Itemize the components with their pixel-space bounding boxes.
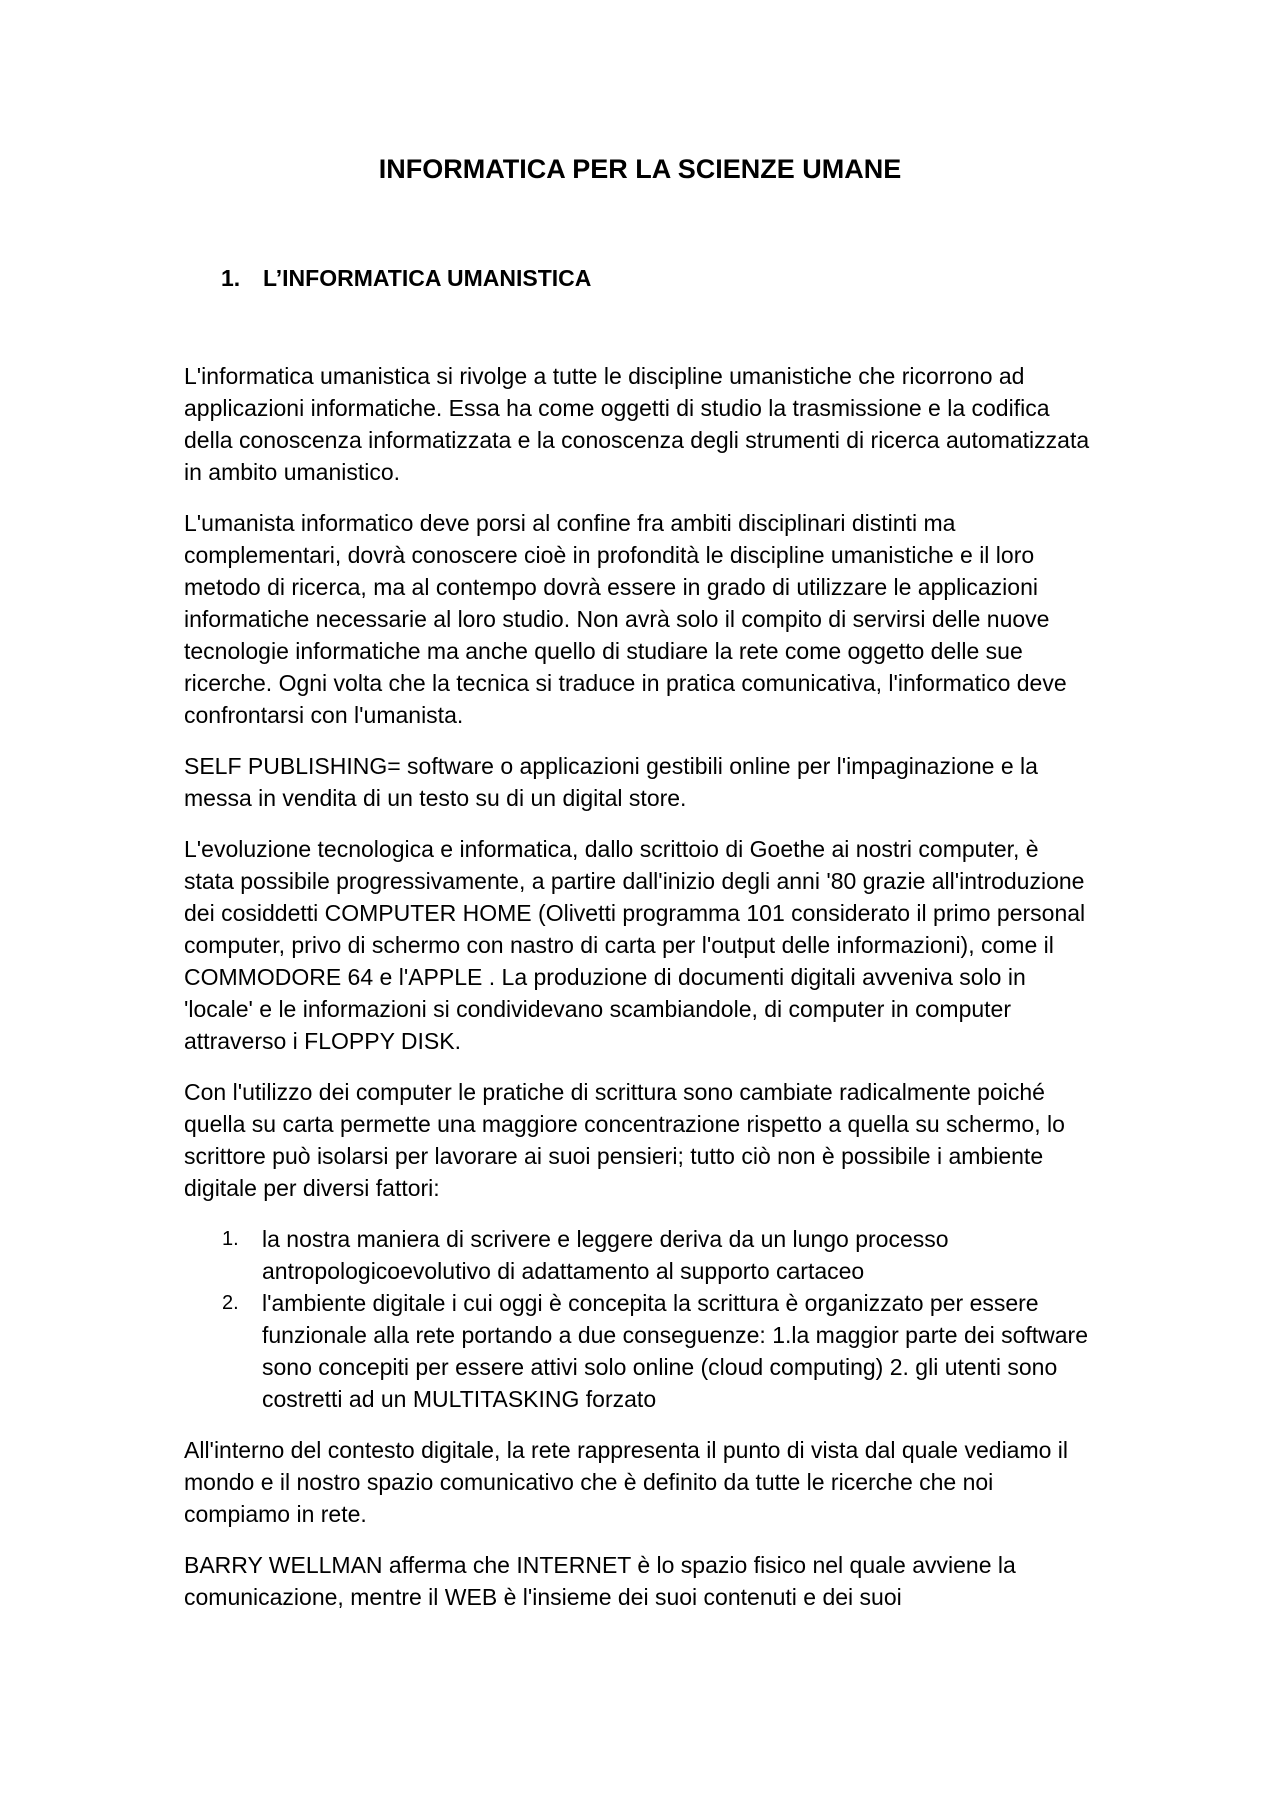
paragraph: SELF PUBLISHING= software o applicazioni gestibili online per l'impaginazione e la messa in vendita di un testo su di un digital store. [184,753,1038,811]
paragraph: All'interno del contesto digitale, la rete rappresenta il punto di vista dal quale vediamo il mondo e il nostro spazio comunicativo che è definito da tutte le ricerche che noi compiamo in rete. [184,1437,1069,1527]
paragraph: L'evoluzione tecnologica e informatica, dallo scrittoio di Goethe ai nostri computer, è stata possibile progressivamente, a partire dall'inizio degli anni '80 grazie all'introduzione dei cosiddetti COMPUTER HOME (Olivetti programma 101 considerato il primo personal computer, privo di schermo con nastro di carta per l'output delle informazioni), come il COMMODORE 64 e l'APPLE . La produzione di documenti digitali avveniva solo in 'locale' e le informazioni si condividevano scambiandole, di computer in computer attraverso i FLOPPY DISK. [184,836,1086,1054]
section-title: L’INFORMATICA UMANISTICA [263,265,592,291]
paragraph: L'umanista informatico deve porsi al confine fra ambiti disciplinari distinti ma complementari, dovrà conoscere cioè in profondità le discipline umanistiche e il loro metodo di ricerca, ma al contempo dovrà essere in grado di utilizzare le applicazioni informatiche necessarie al loro studio. Non avrà solo il compito di servirsi delle nuove tecnologie informatiche ma anche quello di studiare la rete come oggetto delle sue ricerche. Ogni volta che la tecnica si traduce in pratica comunicativa, l'informatico deve confrontarsi con l'umanista. [184,510,1067,728]
list-item-text: l'ambiente digitale i cui oggi è concepita la scrittura è organizzato per essere funzionale alla rete portando a due conseguenze: 1.la maggior parte dei software sono concepiti per essere attivi solo online (cloud computing) 2. gli utenti sono costretti ad un MULTITASKING forzato [262,1290,1088,1412]
list-marker: 2. [222,1292,239,1314]
numbered-list [184,1223,1094,1415]
list-item [184,1223,1094,1287]
document-body [184,360,1094,1632]
document-title: INFORMATICA PER LA SCIENZE UMANE [378,154,902,184]
section-heading [221,263,591,293]
paragraph: Con l'utilizzo dei computer le pratiche di scrittura sono cambiate radicalmente poiché quella su carta permette una maggiore concentrazione rispetto a quella su schermo, lo scrittore può isolarsi per lavorare ai suoi pensieri; tutto ciò non è possibile i ambiente digitale per diversi fattori: [184,1079,1065,1201]
paragraph: L'informatica umanistica si rivolge a tutte le discipline umanistiche che ricorrono ad applicazioni informatiche. Essa ha come oggetti di studio la trasmissione e la codifica della conoscenza informatizzata e la conoscenza degli strumenti di ricerca automatizzata in ambito umanistico. [184,363,1090,485]
list-item-text: la nostra maniera di scrivere e leggere deriva da un lungo processo antropologicoevolutivo di adattamento al supporto cartaceo [262,1226,949,1284]
section-number: 1. [221,265,241,291]
list-marker: 1. [222,1228,239,1250]
list-item [184,1287,1094,1415]
paragraph: BARRY WELLMAN afferma che INTERNET è lo spazio fisico nel quale avviene la comunicazione, mentre il WEB è l'insieme dei suoi contenuti e dei suoi [184,1552,1016,1610]
